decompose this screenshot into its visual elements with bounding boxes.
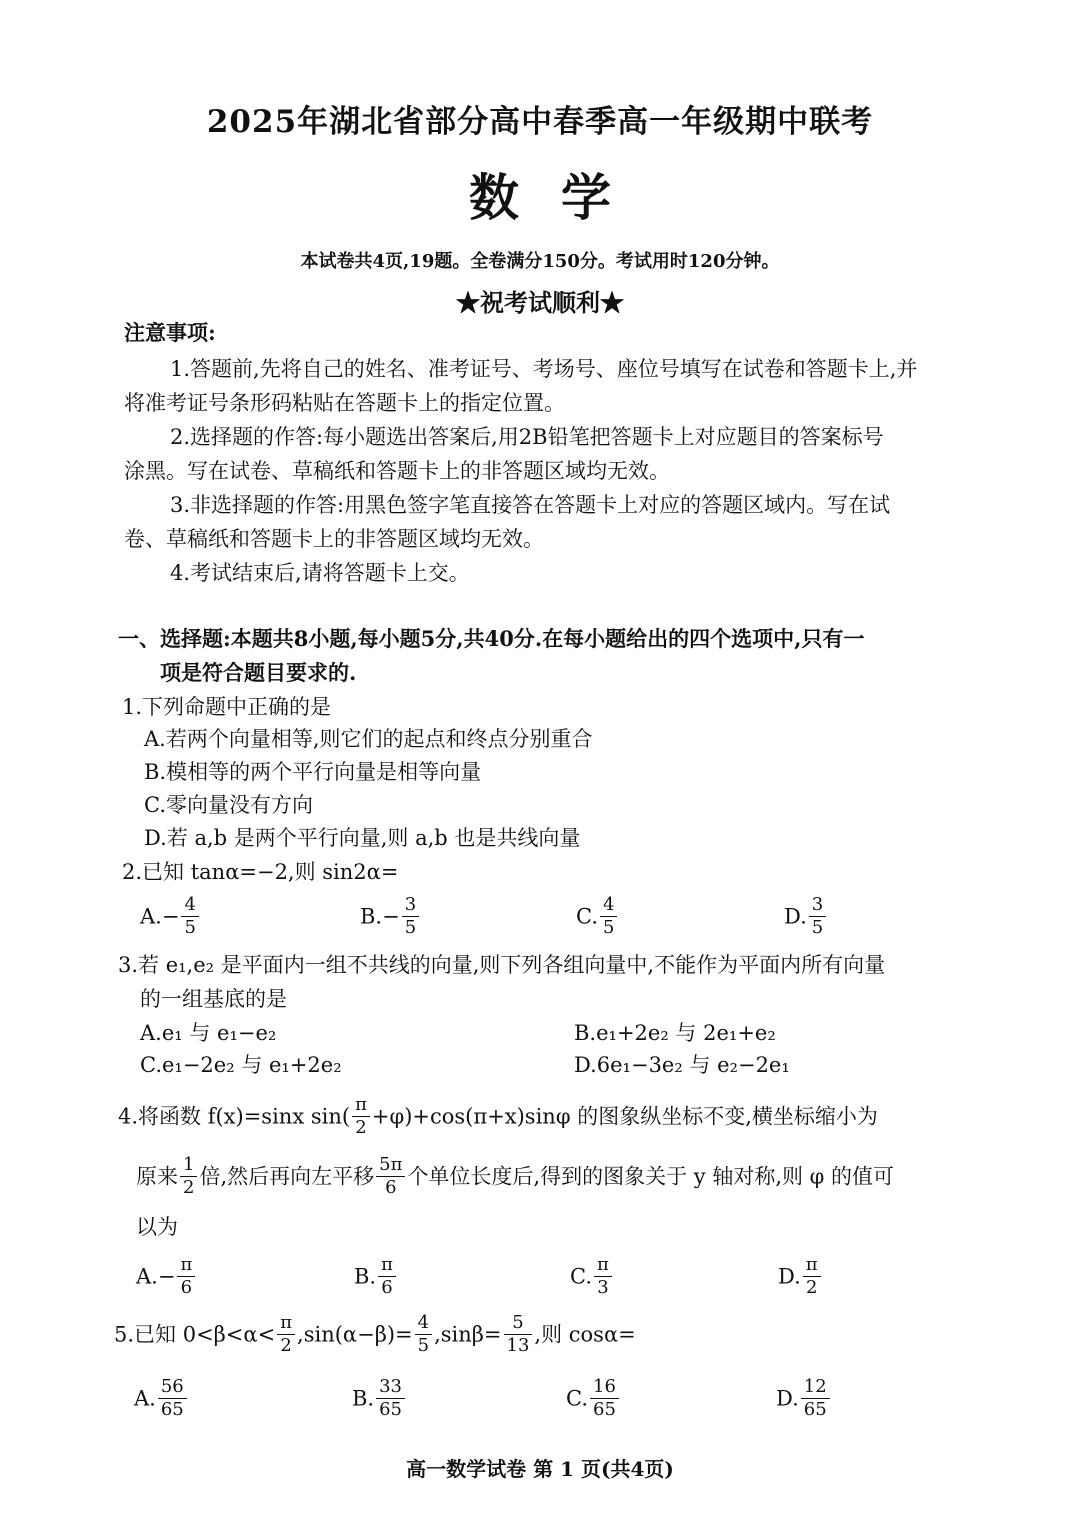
blessing: ★祝考试顺利★ <box>456 288 624 317</box>
q4-option-a: A.− $\frac{\pi}{6}$ <box>136 1254 197 1299</box>
q4-stem-line2: 原来 $\frac{1}{2}$ 倍,然后再向左平移 $\frac{5\pi}{6}$ 个单位长度后,得到的图象关于 y 轴对称,则 φ 的值可 <box>136 1154 895 1198</box>
q4-option-d: D. $\frac{\pi}{2}$ <box>778 1254 823 1299</box>
q4-option-b: B. $\frac{\pi}{6}$ <box>354 1254 398 1299</box>
q2-option-c: C. $\frac{4}{5}$ <box>576 894 619 939</box>
q1-option-d: D.若 a,b 是两个平行向量,则 a,b 也是共线向量 <box>144 826 581 850</box>
q5-option-b: B. $\frac{33}{65}$ <box>352 1376 407 1421</box>
exam-title: 2025年湖北省部分高中春季高一年级期中联考 <box>206 104 874 140</box>
notice-line1b: 将准考证号条形码粘贴在答题卡上的指定位置。 <box>124 391 565 415</box>
q5-stem: 5.已知 0<β<α< $\frac{\pi}{2}$ ,sin(α−β)= $\frac{4}{5}$ ,sinβ= $\frac{5}{13}$ ,则 cosα= <box>114 1312 636 1356</box>
q5-option-d: D. $\frac{12}{65}$ <box>776 1376 832 1421</box>
notice-line4: 4.考试结束后,请将答题卡上交。 <box>170 561 470 585</box>
q1-option-a: A.若两个向量相等,则它们的起点和终点分别重合 <box>144 727 593 751</box>
q2-stem: 2.已知 tanα=−2,则 sin2α= <box>122 860 399 884</box>
q4-option-c: C. $\frac{\pi}{3}$ <box>570 1254 614 1299</box>
q4-stem-line3: 以为 <box>136 1215 178 1239</box>
q1-stem: 1.下列命题中正确的是 <box>122 695 332 719</box>
q3-option-a: A.e₁ 与 e₁−e₂ <box>140 1021 277 1045</box>
q3-option-d: D.6e₁−3e₂ 与 e₂−2e₁ <box>574 1053 790 1077</box>
q3-option-c: C.e₁−2e₂ 与 e₁+2e₂ <box>140 1053 342 1077</box>
q2-option-d: D. $\frac{3}{5}$ <box>784 894 828 939</box>
subject-title: 数学 <box>469 168 653 227</box>
notice-line3a: 3.非选择题的作答:用黑色签字笔直接答在答题卡上对应的答题区域内。写在试 <box>170 493 891 517</box>
section1-line2: 项是符合题目要求的. <box>160 660 357 685</box>
exam-info: 本试卷共4页,19题。全卷满分150分。考试用时120分钟。 <box>300 251 780 272</box>
q1-option-b: B.模相等的两个平行向量是相等向量 <box>144 760 482 784</box>
notice-heading: 注意事项: <box>124 320 216 345</box>
q2-option-a: A.− $\frac{4}{5}$ <box>140 894 201 939</box>
page-footer: 高一数学试卷 第 1 页(共4页) <box>406 1457 674 1481</box>
q3-option-b: B.e₁+2e₂ 与 2e₁+e₂ <box>574 1021 776 1045</box>
q3-stem-line1: 3.若 e₁,e₂ 是平面内一组不共线的向量,则下列各组向量中,不能作为平面内所有向量 <box>118 953 886 977</box>
q2-option-b: B.− $\frac{3}{5}$ <box>360 894 421 939</box>
q1-option-c: C.零向量没有方向 <box>144 793 313 817</box>
notice-line2a: 2.选择题的作答:每小题选出答案后,用2B铅笔把答题卡上对应题目的答案标号 <box>170 425 884 449</box>
q4-stem-line1: 4.将函数 f(x)=sinx sin( $\frac{\pi}{2}$ +φ)+cos(π+x)sinφ 的图象纵坐标不变,横坐标缩小为 <box>118 1094 878 1138</box>
notice-line3b: 卷、草稿纸和答题卡上的非答题区域均无效。 <box>124 527 544 551</box>
q5-option-a: A. $\frac{56}{65}$ <box>134 1376 189 1421</box>
notice-line1a: 1.答题前,先将自己的姓名、准考证号、考场号、座位号填写在试卷和答题卡上,并 <box>170 357 918 381</box>
q5-option-c: C. $\frac{16}{65}$ <box>566 1376 621 1421</box>
notice-line2b: 涂黑。写在试卷、草稿纸和答题卡上的非答题区域均无效。 <box>124 459 670 483</box>
section1-line1: 一、选择题:本题共8小题,每小题5分,共40分.在每小题给出的四个选项中,只有一 <box>118 626 865 651</box>
q3-stem-line2: 的一组基底的是 <box>140 987 287 1011</box>
